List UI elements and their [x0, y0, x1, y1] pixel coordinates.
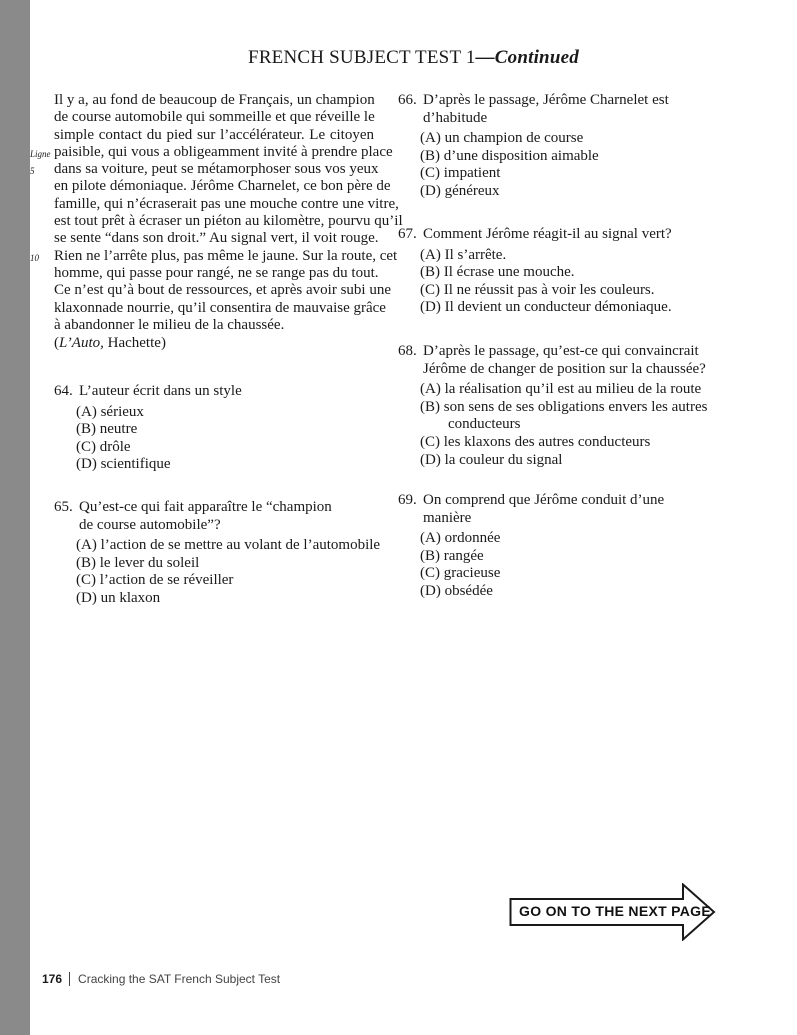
source-title: L’Auto,: [59, 335, 104, 352]
passage-line: famille, qui n’écraserait pas une mouche contre une vitre,: [54, 195, 399, 212]
answer-choice[interactable]: (A) un champion de course: [420, 130, 584, 147]
question-68: [398, 343, 708, 469]
passage-line: simple contact du pied sur l’accélérateur. Le citoyen: [54, 126, 374, 143]
answer-choice[interactable]: (B) son sens de ses obligations envers les autres conducteurs: [420, 398, 708, 433]
answer-choice[interactable]: (D) scientifique: [76, 456, 171, 473]
question-number: 68.: [398, 343, 417, 359]
question-stem: Comment Jérôme réagit-il au signal vert?: [423, 226, 672, 242]
answer-choice[interactable]: (C) Il ne réussit pas à voir les couleurs.: [420, 281, 655, 298]
passage-line: est tout prêt à écraser un piéton au kilomètre, pourvu qu’il: [54, 213, 403, 230]
passage-line: homme, qui passe pour rangé, ne se range pas du tout.: [54, 264, 379, 281]
answer-choice[interactable]: (B) le lever du soleil: [76, 554, 200, 571]
answer-choice[interactable]: (B) d’une disposition aimable: [420, 147, 599, 164]
answer-choice[interactable]: (D) Il devient un conducteur démoniaque.: [420, 299, 672, 316]
next-page-label: GO ON TO THE NEXT PAGE: [519, 903, 711, 919]
question-64: [54, 383, 384, 474]
answer-choice[interactable]: (A) sérieux: [76, 403, 144, 420]
passage-line: en pilote démoniaque. Jérôme Charnelet, ce bon père de: [54, 178, 391, 195]
passage-line: à abandonner le milieu de la chaussée.: [54, 316, 285, 333]
answer-choice[interactable]: (A) ordonnée: [420, 530, 501, 547]
passage-line: klaxonnade nourrie, qu’il consentira de mauvaise grâce: [54, 299, 386, 316]
question-66: [398, 92, 698, 201]
passage-line: se sente “dans son droit.” Au signal vert, il voit rouge.: [54, 230, 379, 247]
question-stem: D’après le passage, Jérôme Charnelet est d’habitude: [423, 92, 669, 126]
footer-divider: [69, 972, 70, 986]
question-stem: L’auteur écrit dans un style: [79, 383, 242, 399]
page-footer: [42, 972, 280, 986]
question-67: [398, 226, 718, 317]
line-number-5: 5: [30, 166, 35, 177]
passage-line: 10 Rien ne l’arrête plus, pas même le jaune. Sur la route, cet: [54, 248, 374, 265]
test-title: FRENCH SUBJECT TEST 1: [248, 47, 476, 68]
page-edge-band: [0, 0, 30, 1035]
answer-choice[interactable]: (D) un klaxon: [76, 589, 161, 606]
book-title: Cracking the SAT French Subject Test: [78, 972, 281, 986]
answer-choice[interactable]: (D) généreux: [420, 182, 500, 199]
question-number: 67.: [398, 226, 417, 242]
question-65: [54, 499, 384, 608]
answer-choice[interactable]: (C) l’action de se réveiller: [76, 572, 234, 589]
question-69: [398, 492, 698, 601]
answer-choice[interactable]: (D) obsédée: [420, 582, 493, 599]
passage-line: de course automobile qui sommeille et que réveille le: [54, 109, 375, 126]
answer-choice[interactable]: (B) Il écrase une mouche.: [420, 264, 575, 281]
question-stem: Qu’est-ce qui fait apparaître le “champion de course automobile”?: [79, 499, 332, 533]
answer-choice[interactable]: (D) la couleur du signal: [420, 451, 563, 468]
reading-passage: [30, 92, 403, 352]
line-number-10: 10: [30, 252, 39, 263]
answer-choice[interactable]: (C) les klaxons des autres conducteurs: [420, 433, 651, 450]
question-stem: D’après le passage, qu’est-ce qui convaincrait Jérôme de changer de position sur la chaussée?: [423, 343, 706, 377]
passage-line: Ce n’est qu’à bout de ressources, et après avoir subi une: [54, 282, 391, 299]
answer-choice[interactable]: (B) neutre: [76, 421, 138, 438]
next-page-indicator: [509, 883, 716, 941]
question-number: 64.: [54, 383, 73, 399]
passage-line: Ligne paisible, qui vous a obligeamment invité à prendre place: [54, 144, 374, 161]
answer-choice[interactable]: (A) Il s’arrête.: [420, 246, 507, 263]
question-number: 66.: [398, 92, 417, 108]
continued-label: —Continued: [475, 47, 579, 68]
question-number: 69.: [398, 492, 417, 508]
question-number: 65.: [54, 499, 73, 515]
page-header: [30, 47, 797, 69]
question-stem: On comprend que Jérôme conduit d’une manière: [423, 492, 665, 526]
answer-choice[interactable]: (C) drôle: [76, 438, 131, 455]
answer-choice[interactable]: (A) l’action de se mettre au volant de l’automobile: [76, 537, 381, 554]
answer-choice[interactable]: (C) impatient: [420, 165, 501, 182]
page-number: 176: [42, 972, 63, 986]
passage-line: Il y a, au fond de beaucoup de Français, un champion: [54, 92, 375, 108]
line-label: Ligne: [30, 148, 51, 159]
answer-choice[interactable]: (C) gracieuse: [420, 565, 501, 582]
passage-line: 5 dans sa voiture, peut se métamorphoser sous vos yeux: [54, 161, 374, 178]
answer-choice[interactable]: (A) la réalisation qu’il est au milieu de la route: [420, 381, 702, 398]
source-publisher: Hachette: [107, 335, 161, 352]
passage-source: (L’Auto, Hachette): [54, 335, 166, 352]
answer-choice[interactable]: (B) rangée: [420, 547, 484, 564]
